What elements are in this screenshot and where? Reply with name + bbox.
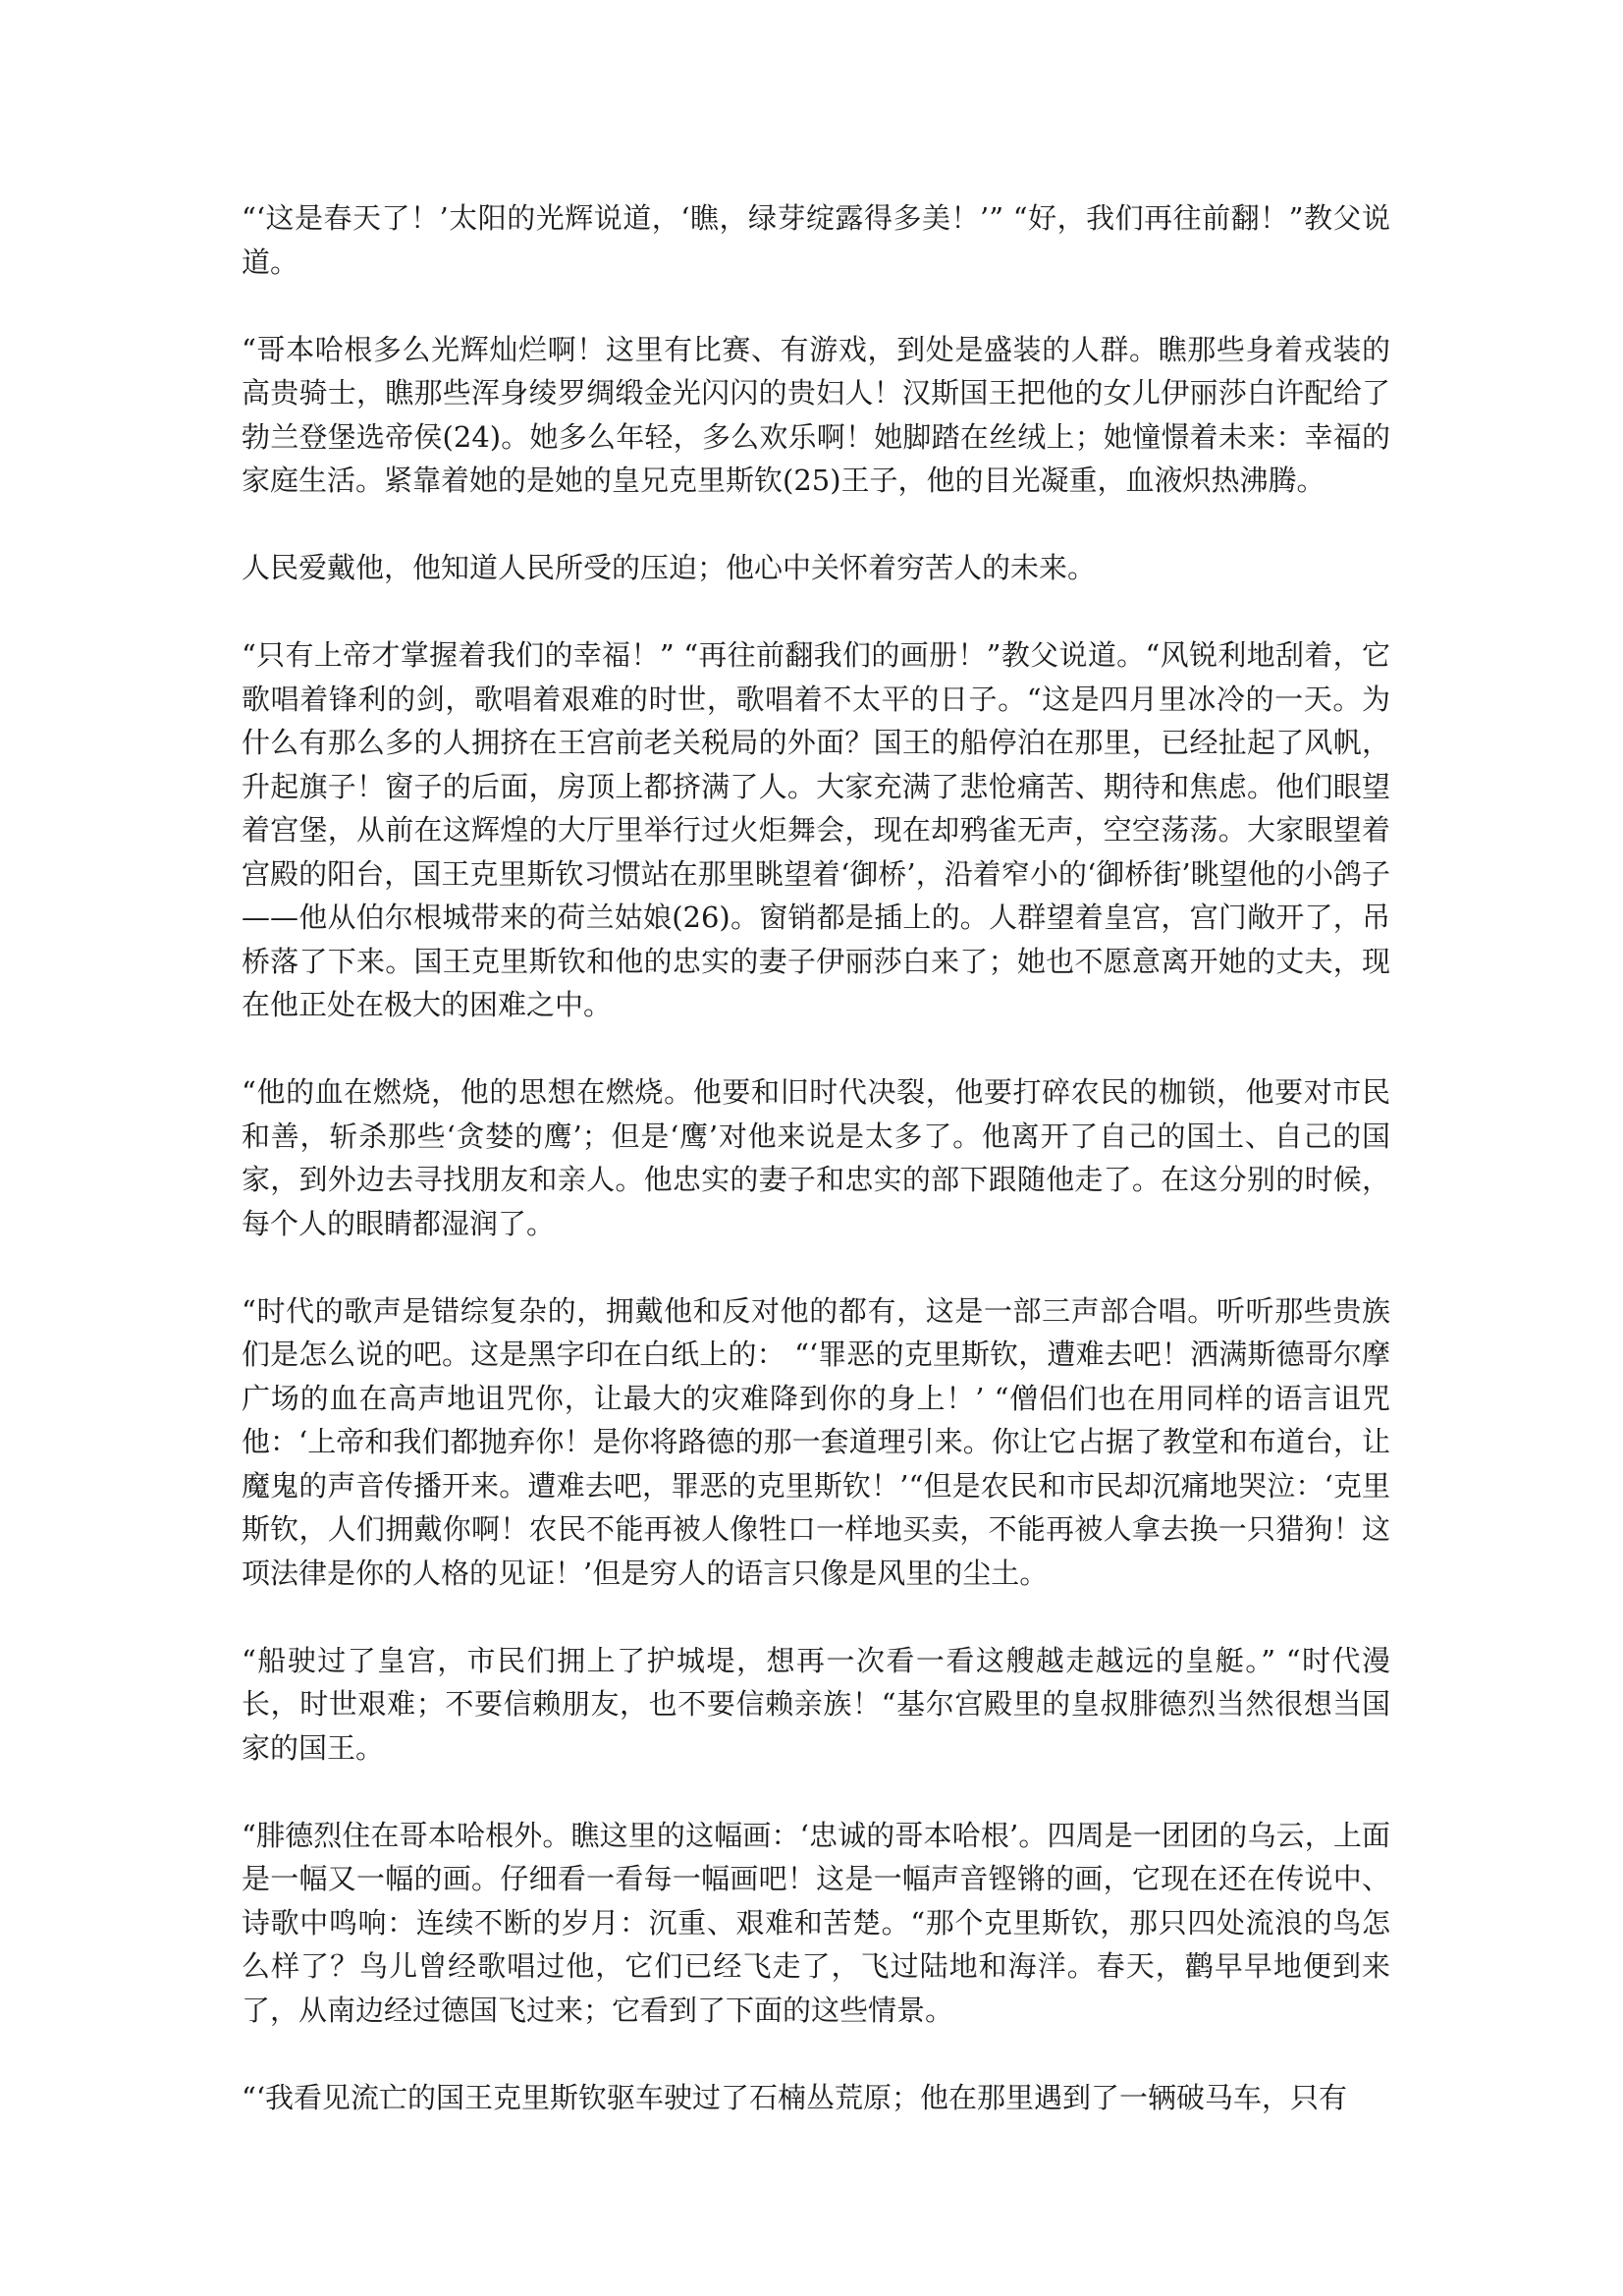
paragraph-7: “船驶过了皇宫，市民们拥上了护城堤，想再一次看一看这艘越走越远的皇艇。” “时代漫长，时世艰难；不要信赖朋友，也不要信赖亲族！“基尔宫殿里的皇叔腓德烈当然很想当国家的国王。 — [242, 1643, 1390, 1765]
paragraph-2: “哥本哈根多么光辉灿烂啊！这里有比赛、有游戏，到处是盛装的人群。瞧那些身着戎装的高贵骑士，瞧那些浑身绫罗绸缎金光闪闪的贵妇人！汉斯国王把他的女儿伊丽莎白许配给了勃兰登堡选帝侯(24)。她多么年轻，多么欢乐啊！她脚踏在丝绒上；她憧憬着未来：幸福的家庭生活。紧靠着她的是她的皇兄克里斯钦(25)王子，他的目光凝重，血液炽热沸腾。 — [242, 332, 1390, 497]
paragraph-3: 人民爱戴他，他知道人民所受的压迫；他心中关怀着穷苦人的未来。 — [242, 551, 1097, 584]
paragraph-5: “他的血在燃烧，他的思想在燃烧。他要和旧时代决裂，他要打碎农民的枷锁，他要对市民和善，斩杀那些‘贪婪的鹰’；但是‘鹰’对他来说是太多了。他离开了自己的国土、自己的国家，到外边去寻找朋友和亲人。他忠实的妻子和忠实的部下跟随他走了。在这分别的时候，每个人的眼睛都湿润了。 — [242, 1075, 1390, 1240]
paragraph-9: “‘我看见流亡的国王克里斯钦驱车驶过了石楠丛荒原；他在那里遇到了一辆破马车，只有 — [242, 2080, 1348, 2114]
paragraph-4: “只有上帝才掌握着我们的幸福！” “再往前翻我们的画册！”教父说道。“风锐利地刮着，它歌唱着锋利的剑，歌唱着艰难的时世，歌唱着不太平的日子。“这是四月里冰冷的一天。为什么有那么多的人拥挤在王宫前老关税局的外面？国王的船停泊在那里，已经扯起了风帆，升起旗子！窗子的后面，房顶上都挤满了人。大家充满了悲怆痛苦、期待和焦虑。他们眼望着宫堡，从前在这辉煌的大厅里举行过火炬舞会，现在却鸦雀无声，空空荡荡。大家眼望着宫殿的阳台，国王克里斯钦习惯站在那里眺望着‘御桥’，沿着窄小的‘御桥街’眺望他的小鸽子——他从伯尔根城带来的荷兰姑娘(26)。窗销都是插上的。人群望着皇宫，宫门敞开了，吊桥落了下来。国王克里斯钦和他的忠实的妻子伊丽莎白来了；她也不愿意离开她的丈夫，现在他正处在极大的困难之中。 — [242, 638, 1390, 1021]
paragraph-8: “腓德烈住在哥本哈根外。瞧这里的这幅画：‘忠诚的哥本哈根’。四周是一团团的乌云，上面是一幅又一幅的画。仔细看一看每一幅画吧！这是一幅声音铿锵的画，它现在还在传说中、诗歌中鸣响：连续不断的岁月：沉重、艰难和苦楚。“那个克里斯钦，那只四处流浪的鸟怎么样了？鸟儿曾经歌唱过他，它们已经飞走了，飞过陆地和海洋。春天，鹳早早地便到来了，从南边经过德国飞过来；它看到了下面的这些情景。 — [242, 1818, 1390, 2027]
body-text — [242, 196, 1390, 2119]
paragraph-1: “‘这是春天了！’太阳的光辉说道，‘瞧，绿芽绽露得多美！’” “好，我们再往前翻！”教父说道。 — [242, 201, 1390, 279]
paragraph-6: “时代的歌声是错综复杂的，拥戴他和反对他的都有，这是一部三声部合唱。听听那些贵族们是怎么说的吧。这是黑字印在白纸上的： “‘罪恶的克里斯钦，遭难去吧！洒满斯德哥尔摩广场的血在高声地诅咒你，让最大的灾难降到你的身上！’ “僧侣们也在用同样的语言诅咒他：‘上帝和我们都抛弃你！是你将路德的那一套道理引来。你让它占据了教堂和布道台，让魔鬼的声音传播开来。遭难去吧，罪恶的克里斯钦！’“但是农民和市民却沉痛地哭泣：‘克里斯钦，人们拥戴你啊！农民不能再被人像牲口一样地买卖，不能再被人拿去换一只猎狗！这项法律是你的人格的见证！’但是穷人的语言只像是风里的尘土。 — [242, 1293, 1390, 1590]
